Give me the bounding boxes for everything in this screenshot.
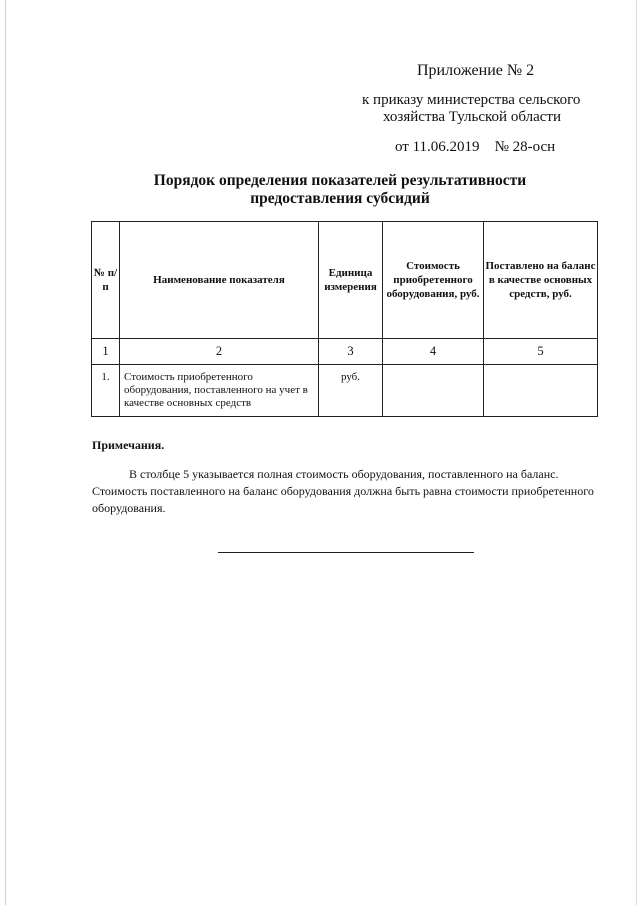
column-header-name: Наименование показателя xyxy=(120,222,319,339)
table-header-row xyxy=(92,222,598,339)
scan-edge-left xyxy=(5,0,6,905)
column-header-cost: Стоимость приобретенного оборудования, руб. xyxy=(383,222,484,339)
table-row xyxy=(92,365,598,417)
notes-text: В столбце 5 указывается полная стоимость оборудования, поставленного на баланс. Стоимость поставленного на баланс оборудования должна быть равна стоимости приобретенного оборудования. xyxy=(92,467,594,515)
appendix-label: Приложение № 2 xyxy=(417,62,535,79)
row-cost xyxy=(383,365,484,417)
order-date-line xyxy=(395,139,555,156)
column-number: 1 xyxy=(92,339,120,365)
row-unit: руб. xyxy=(319,365,383,417)
row-number: 1. xyxy=(92,365,120,417)
column-number: 3 xyxy=(319,339,383,365)
column-number: 5 xyxy=(484,339,598,365)
column-number: 2 xyxy=(120,339,319,365)
scan-edge-right xyxy=(636,0,637,905)
column-number: 4 xyxy=(383,339,484,365)
row-indicator-name: Стоимость приобретенного оборудования, поставленного на учет в качестве основных средств xyxy=(120,365,319,417)
document-title-line-2: предоставления субсидий xyxy=(250,190,430,207)
order-reference-line-1: к приказу министерства сельского xyxy=(362,92,581,108)
column-number-row xyxy=(92,339,598,365)
row-balance xyxy=(484,365,598,417)
order-date: от 11.06.2019 xyxy=(395,139,480,155)
footer-divider xyxy=(218,552,474,553)
indicators-table xyxy=(91,221,598,417)
order-reference-line-2: хозяйства Тульской области xyxy=(383,109,561,125)
order-number: № 28-осн xyxy=(494,139,556,155)
column-header-number: № п/п xyxy=(92,222,120,339)
column-header-balance: Поставлено на баланс в качестве основных средств, руб. xyxy=(484,222,598,339)
column-header-unit: Единица измерения xyxy=(319,222,383,339)
document-title-line-1: Порядок определения показателей результативности xyxy=(153,172,527,189)
notes-heading: Примечания. xyxy=(92,438,165,452)
